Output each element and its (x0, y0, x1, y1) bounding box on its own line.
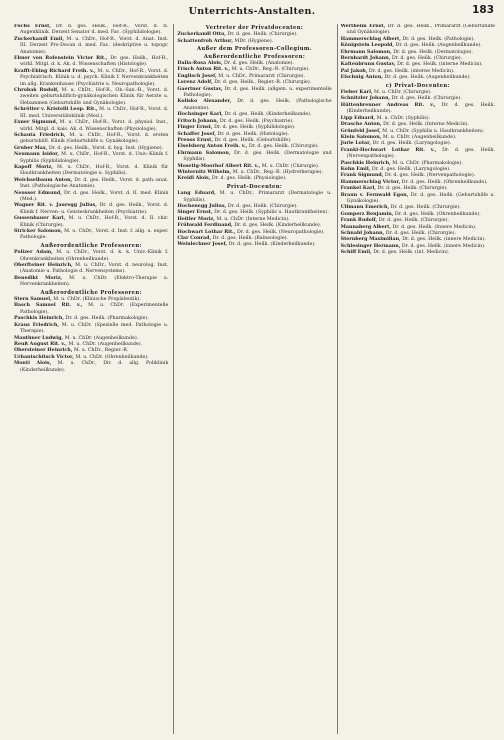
entry-name: Urbantschitsch Victor, (14, 354, 74, 360)
entry-details: Dr. d. ges. Heilk. (Interne Medicin). (381, 122, 470, 128)
entry-details: Dr. d. ges. Heilk. (Kinderheilkunde). (222, 112, 312, 118)
entry-name: Schnabl Johann, (340, 231, 385, 236)
entry-name: Kaltenbrunn Gustav, (340, 62, 396, 68)
entry-details: M. u. ChDr., Reg.-R. (Chirurgie). (230, 67, 310, 73)
entry-details: Dr. d. ges. Heilk. (Psychiatrie). (218, 118, 294, 124)
entry-details: Dr. d. ges. Heilk. (Ohrenheilkunde). (400, 179, 488, 185)
entry-name: Sternberg Maximilian, (340, 237, 401, 243)
column-1 (14, 24, 169, 734)
entry-name: Zuckerkandl Otto, (177, 32, 226, 38)
entry-details: Dr. d. ges. Heilk. (Geburtshilfe u. Gynäkologie). (346, 192, 495, 204)
entry-details: Dr. d. ges. Heilk., Vorst. d. hyg. Inst. (Hygiene). (47, 145, 164, 151)
faculty-entry (14, 165, 168, 178)
faculty-entry (177, 151, 331, 164)
entry-name: Schnitzler Johann, (340, 96, 391, 102)
entry-name: Stricker Salomon, (14, 229, 63, 234)
entry-name: Schiff Emil, (340, 250, 372, 256)
entry-details: Dr. d. ges. Heilk. (Neuropathologie). (235, 229, 325, 235)
entry-name: Pal Jakob, (340, 68, 368, 74)
entry-details: M. u. ChDr. (Experimentelle Pathologie). (20, 303, 169, 315)
entry-name: Heitler Moriz, (177, 216, 215, 222)
entry-details: Dr. d. ges. Heilk., Vorst. d. Klinik f. Nerven- u. Geisteskrankheiten (Psychiatrie). (20, 203, 169, 215)
section-heading: Vertreter der Privatdocenten: (205, 25, 304, 31)
entry-name: Hammerschlag Albert, (340, 36, 401, 42)
entry-details: Dr. d. ges. Heilk. (Chirurgie). (375, 186, 448, 192)
entry-details: M. u. ChDr., Hof-R., Vorst. d. Univ.-Klinik f. Syphilis (Syphilidologie). (20, 152, 169, 164)
faculty-entry (14, 323, 168, 336)
entry-name: Hüttenbrenner Andreas Rit. v., (340, 102, 436, 108)
faculty-entry (14, 250, 168, 263)
entry-details: M. u. ChDr., Hof-R., Vorst. d. ersten geburtshilfl. Klinik (Geburtshilfe u. Gynäkologie). (20, 132, 169, 145)
entry-name: Neumann Isidor, (14, 152, 60, 158)
faculty-entry (177, 39, 331, 45)
entry-details: Dr. d. ges. Heilk. (int. Medicin). (371, 250, 450, 256)
entry-name: Monti Alois, (14, 361, 52, 367)
entry-name: Klein Salomon, (340, 134, 382, 140)
entry-details: Dr. d. ges. Heilk. (Kinderheilkunde). (346, 102, 495, 115)
entry-details: Dr. d. ges. Heilk. (Chirurgie). (390, 56, 463, 62)
faculty-entry (341, 250, 495, 256)
entry-name: Fieber Karl, (340, 90, 373, 96)
entry-details: M. u. ChDr., Hof-R., Vorst. d. Psychiatrisch. Klinik u. d. psych. Klinik f. Nervenkrankheiten im allg. Krankenhause (Psychiatrie u. Neuropathologie). (20, 68, 169, 87)
entry-name: Englisch Josef, (177, 73, 217, 79)
entry-details: Dr. d. ges. Heilk. (Nervenpathologie). (383, 173, 476, 179)
entry-details: M. u. ChDr. (Augenheilkunde). (381, 134, 457, 140)
entry-details: MDr. (Hygiene). (232, 38, 274, 44)
entry-name: Lorenz Adolf, (177, 80, 213, 86)
faculty-entry (14, 303, 168, 316)
entry-name: Kapoff Moriz, (14, 164, 53, 170)
entry-name: Lipp Eduard, (340, 115, 376, 121)
entry-details: Dr. d. ges. Heilk. (Chirurgie). (389, 205, 461, 211)
entry-name: Krafft-Ebing Richard Freih. v., (14, 68, 96, 74)
entry-name: Fritsch Johann, (177, 118, 219, 124)
entry-name: Gruber Max, (14, 145, 48, 151)
faculty-entry (14, 152, 168, 165)
entry-details: Dr. d. ges. Heilk. (Kinderheilkunde). (227, 242, 316, 248)
entry-name: Schauta Friedrich, (14, 132, 66, 138)
entry-name: Frühwald Ferdinand, (177, 223, 233, 229)
entry-name: Grünfeld Josef, (340, 128, 381, 134)
entry-details: Dr. d. ges. Heilk. (Anatomie). (222, 61, 294, 67)
entry-details: M. u. ChDr., Vorst. d. k. k. Univ.-Klinik f. Ohrenkrankheiten (Ohrenheilkunde). (20, 250, 169, 262)
entry-name: Preuss Ernst, (177, 137, 213, 143)
faculty-entry (177, 99, 331, 112)
entry-name: Gomperz Benjamin, (340, 211, 394, 217)
entry-details: M. u. ChDr. (Spezielle med. Pathologie u. Therapie). (20, 322, 169, 335)
entry-name: Chrobak Rudolf, (14, 88, 59, 94)
entry-name: Frankl-Hochwart Lothar Rit. v., (340, 147, 437, 153)
entry-details: Dr. d. ges. Heilk. (interne Medicin). (367, 68, 455, 74)
entry-name: Stern Samuel, (14, 297, 52, 303)
entry-name: Mauthner Ludwig, (14, 335, 64, 341)
entry-name: Weichselbaum Anton, (14, 177, 73, 183)
entry-details: M. u. ChDr. (Chirurgie). (372, 90, 432, 96)
entry-details: Dr. d. ges. Heilk. (Syphilis u. Hautkrankheiten). (212, 210, 329, 216)
entry-details: M. u. ChDr., Hof-R., Vorst. d. Klinik für Hautkrankheiten (Dermatologie u. Syphilis). (20, 164, 169, 177)
section-heading: Außerordentliche Professoren: (40, 289, 142, 296)
entry-details: M. u. ChDr. (Klinische Propädeutik). (51, 297, 141, 303)
entry-details: M. u. ChDr. (Syphilis u. Hautkrankheiten). (380, 128, 485, 134)
entry-details: Dr. d. ges. Heilk. (allgem. u. experimentelle Pathologie). (183, 86, 332, 99)
entry-details: Dr. d. ges. Heilk. (Chirurgie). (226, 203, 298, 209)
entry-name: Mosetig-Moorhof Albert Rit. v., (177, 163, 261, 169)
entry-details: Dr. d. ges. Heilk. (Laryngologie). (370, 141, 452, 147)
entry-name: Lang Eduard, (177, 191, 216, 197)
entry-details: Dr. d. ges. Heilk. (Innere Medicin). (390, 224, 477, 230)
faculty-entry (341, 75, 495, 81)
entry-details: Dr. d. ges. Heilk. (innere Medicin). (400, 237, 486, 243)
entry-name: Braun v. Fernwald Egon, (340, 192, 409, 198)
faculty-entry (14, 276, 168, 289)
entry-details: M. u. ChDr., Vorst. d. Inst. f. allg. u. exper. Pathologie. (20, 229, 169, 241)
entry-name: Singer Ernst, (177, 210, 213, 216)
entry-details: Dr. d. ges. Heilk. (Balneologie). (211, 236, 288, 241)
entry-name: Mannaberg Albert, (340, 224, 391, 230)
entry-name: Kohn Emil, (340, 166, 371, 172)
entry-details: M. u. ChDr., Hof-R., Vorst. d. III. med. Universitätsklinik (Med.). (20, 107, 169, 119)
entry-name: Frank Rudolf, (340, 218, 378, 224)
entry-name: Weinlechner Josef, (177, 242, 228, 248)
section-heading: Außer dem Professoren-Collegium. (197, 46, 312, 53)
entry-details: Dr. d. ges. Heilk. (Chirurgie). (247, 144, 320, 150)
entry-name: Ebner von Rofenstein Victor Rit., (14, 56, 108, 62)
entry-name: Gussenbauer Karl, (14, 216, 66, 222)
entry-name: Exner Sigmund, (14, 120, 58, 126)
entry-details: M. u. ChDr., Primararzt (Chirurgie). (216, 73, 305, 79)
entry-details: M. u. ChDr. (Chirurgie). (260, 163, 320, 169)
entry-name: Dalla-Rosa Alois, (177, 61, 223, 67)
entry-details: M. u. ChDr., Hof-R., Ob.-San.-R., Vorst. d. zweiten geburtshilflich-gynäkologischen Klinik für Aerzte u. Hebammen (Geburtshilfe und Gynäkologie). (20, 88, 169, 106)
faculty-entry (341, 148, 495, 161)
entry-details: Dr. d. ges. Heilk. (Dermatologie und Syphilis). (183, 150, 332, 163)
entry-details: M. u. ChDr., Hof-R., Vorst. d. physiol. Inst., wirkl. Mitgl. d. kais. Ak. d. Wissenschaften (Physiologie). (20, 120, 169, 132)
running-title: Unterrichts-Anstalten. (188, 6, 316, 17)
entry-details: M. u. ChDr. (Augenheilkunde). (63, 335, 139, 341)
entry-details: M. u. ChDr., Dir. d. allg. Poliklinik (Kinderheilkunde). (20, 361, 169, 373)
entry-details: Dr. ges. Heilk., Hof-R., wirkl. Mitgl. d. k. Ak. d. Wissenschaften (Histologie). (20, 56, 169, 68)
page-header (0, 0, 504, 22)
entry-details: Dr. d. ges. Heilk. (interne Medicin). (395, 62, 483, 68)
entry-details: Dr. d. ges. Heilk. (Chirurgie). (377, 218, 449, 224)
entry-name: Basch Samuel Rit. v., (14, 303, 83, 309)
entry-details: Dr. d. ges. Heilk. (Nervenpathologie). (346, 147, 495, 160)
entry-name: Polizer Adam, (14, 250, 53, 256)
entry-details: M. u. ChDr. (Pharmakologie). (390, 160, 463, 166)
entry-name: Clar Conrad, (177, 236, 212, 241)
entry-details: Dr. d. ges. Heilk., Vorst. d. II. med. Klinik (Med.). (20, 190, 169, 202)
faculty-entry (341, 193, 495, 206)
entry-details: Dr. d. ges. Heilk., Primararzt (Geburtshilfe und Gynäkologie). (346, 24, 495, 36)
faculty-entry (14, 120, 168, 133)
entry-name: Frankel Karl, (340, 186, 376, 192)
entry-name: Königstein Leopold, (340, 43, 395, 49)
faculty-entry (177, 242, 331, 248)
entry-name: Paschkis Heinrich, (14, 316, 65, 322)
entry-name: Elschnig Anton, (340, 75, 383, 81)
entry-details: M. u. ChDr., Hof-R., Vorst. d. Anat. Inst. III. Derzeit Pro-Decan d. med. Fac. (deskriptive u. topogr. Anatomie). (20, 36, 169, 55)
entry-details: M. u. ChDr. (Augenheilkunde). (66, 341, 143, 347)
entry-details: M. u. ChDr. (Elektro-Therapie u. Nervenkrankheiten). (20, 275, 169, 288)
entry-details: Dr. d. ges. Heilk., Hof-R., Vorst. d. II. Augenklinik. Derzeit Senator d. med. Fac. (Syphilidologie). (20, 24, 169, 36)
entry-details: M. u. ChDr. (Ohrenheilkunde). (73, 354, 149, 360)
entry-name: Zuckerkandl Emil, (14, 36, 65, 42)
entry-details: M. u. ChDr., Reg.-R. (Hydrotherapie). (231, 169, 324, 175)
entry-name: Neusser Edmund, (14, 190, 62, 196)
faculty-entry (14, 203, 168, 216)
column-3 (337, 24, 496, 734)
faculty-entry (14, 229, 168, 242)
entry-name: Paschkis Heinrich, (340, 160, 391, 166)
entry-name: Schaffer Josef, (177, 131, 216, 137)
entry-details: Dr. d. ges. Heilk. (Chirurgie). (225, 32, 298, 38)
entry-details: M. u. ChDr. (Syphilis). (375, 115, 431, 121)
entry-name: Oberfteiner Heinrich, (14, 263, 73, 269)
faculty-entry (341, 24, 495, 37)
faculty-entry (14, 88, 168, 107)
page-number: 183 (472, 4, 494, 16)
entry-name: Finger Ernst, (177, 125, 213, 131)
faculty-entry (14, 37, 168, 56)
text-columns (14, 24, 496, 734)
entry-details: Dr. d. ges. Heilk., Regier.-R. (Chirurgie). (212, 80, 312, 86)
entry-name: Fuchs Ernst, (14, 24, 51, 29)
entry-details: Dr. d. ges. Heilk. (Augenheilkunde). (394, 43, 482, 49)
entry-details: Dr. d. ges. Heilk. (Laryngologie). (370, 166, 451, 172)
faculty-entry (177, 191, 331, 204)
entry-details: Dr. d. ges. Heilk., Vorst. d. path.-anat. Inst. (Pathologische Anatomie). (20, 177, 169, 190)
faculty-entry (14, 24, 168, 37)
entry-details: Dr. d. ges. Heilk. (Kinderheilkunde). (232, 223, 322, 229)
faculty-entry (14, 69, 168, 88)
faculty-entry (14, 216, 168, 229)
entry-name: Hochenegg Julius, (177, 203, 227, 209)
entry-name: Wertheim Ernst, (340, 24, 386, 29)
entry-name: Wagner Rit. v. Jauregg Julius, (14, 203, 97, 209)
entry-name: Kraus Friedrich, (14, 322, 59, 328)
entry-details: Dr. d. ges. Heilk. (Histologie). (215, 131, 290, 137)
entry-name: Ehrmann Salomon, (340, 49, 392, 55)
faculty-entry (14, 263, 168, 276)
entry-name: Hammerschlag Victor, (340, 179, 401, 185)
section-heading: Außerordentliche Professoren: (40, 242, 142, 249)
entry-name: Schattenfroh Arthur, (177, 38, 233, 44)
entry-details: Dr. d. ges. Heilk. (innere Medicin). (400, 243, 486, 249)
entry-name: Reuß August Rit. v., (14, 341, 67, 347)
section-heading: Privat-Docenten: (226, 183, 283, 190)
faculty-entry (341, 103, 495, 116)
section-heading: Außerordentliche Professoren: (203, 53, 306, 60)
entry-name: Kreidl Alois, (177, 176, 211, 182)
entry-details: Dr. d. ges. Heilk. (Pharmakologie). (64, 316, 149, 322)
entry-details: Dr. d. ges. Heilk. (Ohrenheilkunde). (393, 211, 481, 217)
entry-name: Schlesinger Hermann, (340, 243, 401, 249)
faculty-entry (177, 87, 331, 100)
entry-details: Dr. d. ges. Heilk. (Dermatologie). (391, 49, 473, 55)
entry-name: Kolisko Alexander, (177, 99, 232, 105)
entry-name: Frisch Anton Rit. v., (177, 67, 231, 73)
faculty-entry (14, 361, 168, 374)
entry-details: M. u. ChDr., Regier.-R. (72, 348, 129, 354)
section-heading: c) Privat-Docenten: (385, 82, 450, 89)
entry-name: Obersteiner Heinrich, (14, 348, 73, 354)
entry-name: Hochsinger Karl, (177, 112, 223, 118)
entry-details: Dr. d. ges. Heilk. (Pathologische Anatomie). (183, 99, 332, 111)
faculty-entry (14, 56, 168, 69)
entry-details: Dr. d. ges. Heilk. (Augenheilkunde). (382, 75, 471, 81)
entry-name: Drasche Anton, (340, 122, 382, 128)
faculty-entry (14, 133, 168, 146)
entry-name: Winternitz Wilhelm, (177, 169, 232, 175)
entry-details: Dr. d. ges. Heilk. (Physiologie). (210, 176, 287, 182)
faculty-entry (14, 178, 168, 191)
entry-details: M. u. ChDr., Primararzt (Dermatologie u. Syphilis). (183, 191, 332, 203)
entry-name: Gaertner Gustav, (177, 86, 223, 92)
faculty-entry (177, 176, 331, 182)
faculty-entry (14, 191, 168, 204)
entry-name: Benedikt Moriz, (14, 275, 63, 281)
entry-name: Schrötter v. Kristelli Leop. Rit., (14, 107, 98, 113)
entry-name: Frank Sigmund, (340, 173, 384, 179)
entry-details: M. u. ChDr. (Interne Medicin). (214, 216, 290, 222)
entry-name: Ullmann Emerich, (340, 205, 390, 211)
column-2 (173, 24, 332, 734)
faculty-entry (14, 107, 168, 120)
entry-name: Ehrmann Salomon, (177, 150, 231, 156)
entry-details: Dr. d. ges. Heilk. (Chirurgie). (384, 231, 457, 236)
entry-name: Eiselsberg Anton Freih. v., (177, 144, 248, 150)
entry-details: Dr. d. ges. Heilk. (Syphilidologie). (212, 125, 296, 131)
entry-name: Jurie Lotar, (340, 141, 371, 147)
entry-details: M. u. ChDr., Vorst. d. neurolog. Inst. (Anatomie u. Pathologie d. Nervensystems). (20, 263, 169, 275)
entry-details: Dr. d. ges. Heilk. (Pathologie). (400, 36, 475, 42)
entry-name: Bernhardt Johann, (340, 56, 391, 62)
entry-details: Dr. d. ges. Heilk. (Chirurgie). (390, 96, 462, 102)
entry-name: Hochwart Lothar Rit., (177, 229, 236, 235)
entry-details: Dr. d. ges. Heilk. (Geburtshilfe). (212, 137, 292, 143)
entry-details: M. u. ChDr., Hof-R., Vorst. d. II. chir. Klinik (Chirurgie). (20, 216, 169, 228)
